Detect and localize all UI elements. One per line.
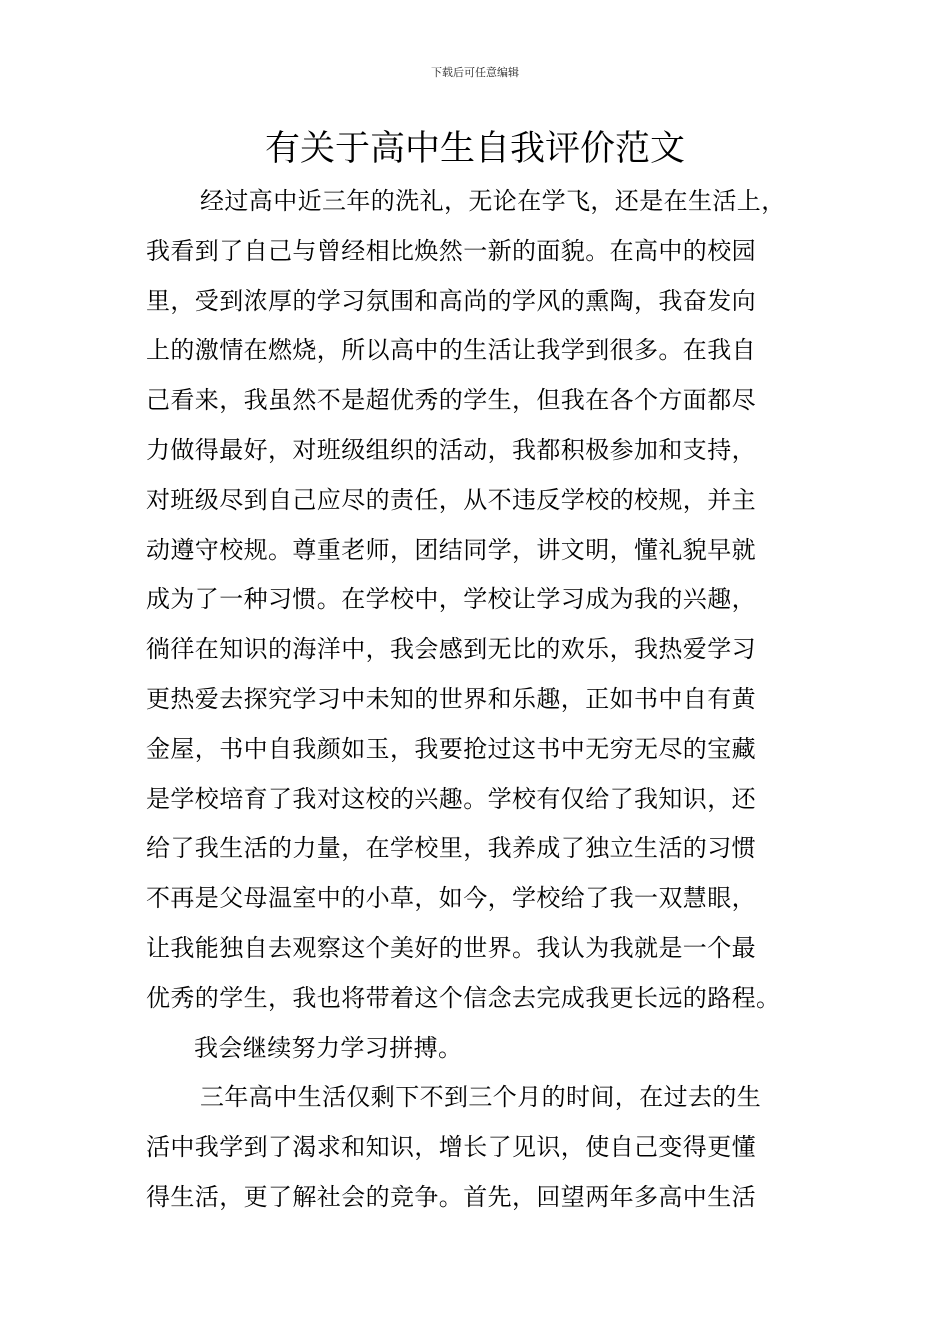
paragraph-line: 得生活，更了解社会的竞争。首先，回望两年多高中生活 [146,1182,756,1211]
paragraph-line: 金屋，书中自我颜如玉，我要抢过这书中无穷无尽的宝藏 [146,734,756,763]
paragraph-line: 成为了一种习惯。在学校中，学校让学习成为我的兴趣， [146,585,756,614]
header-note: 下载后可任意编辑 [431,66,519,79]
paragraph-line: 给了我生活的力量，在学校里，我养成了独立生活的习惯 [146,834,756,863]
paragraph-line: 己看来，我虽然不是超优秀的学生，但我在各个方面都尽 [146,386,756,415]
paragraph-line: 徜徉在知识的海洋中，我会感到无比的欢乐，我热爱学习 [146,635,756,664]
paragraph-line: 是学校培育了我对这校的兴趣。学校有仅给了我知识，还 [146,784,756,813]
paragraph-line: 优秀的学生，我也将带着这个信念去完成我更长远的路程。 [146,983,781,1012]
paragraph-line: 不再是父母温室中的小草，如今，学校给了我一双慧眼， [146,884,756,913]
paragraph-line: 活中我学到了渴求和知识，增长了见识，使自己变得更懂 [146,1133,756,1162]
paragraph-line: 更热爱去探究学习中未知的世界和乐趣，正如书中自有黄 [146,684,756,713]
paragraph-line: 经过高中近三年的洗礼，无论在学飞，还是在生活上， [200,187,786,215]
paragraph-line: 三年高中生活仅剩下不到三个月的时间，在过去的生 [200,1083,762,1112]
paragraph-line: 力做得最好，对班级组织的活动，我都积极参加和支持， [146,435,756,464]
paragraph-line: 里，受到浓厚的学习氛围和高尚的学风的熏陶，我奋发向 [146,286,756,315]
paragraph-line: 上的激情在燃烧，所以高中的生活让我学到很多。在我自 [146,336,756,365]
paragraph-line: 让我能独自去观察这个美好的世界。我认为我就是一个最 [146,933,756,962]
paragraph-line: 我会继续努力学习拼搏。 [194,1033,463,1062]
document-title: 有关于高中生自我评价范文 [264,129,685,169]
paragraph-line: 我看到了自己与曾经相比焕然一新的面貌。在高中的校园 [146,236,756,265]
paragraph-line: 对班级尽到自己应尽的责任，从不违反学校的校规，并主 [146,485,756,514]
document-body [146,177,814,1223]
paragraph-line: 动遵守校规。尊重老师，团结同学，讲文明，懂礼貌早就 [146,535,756,564]
